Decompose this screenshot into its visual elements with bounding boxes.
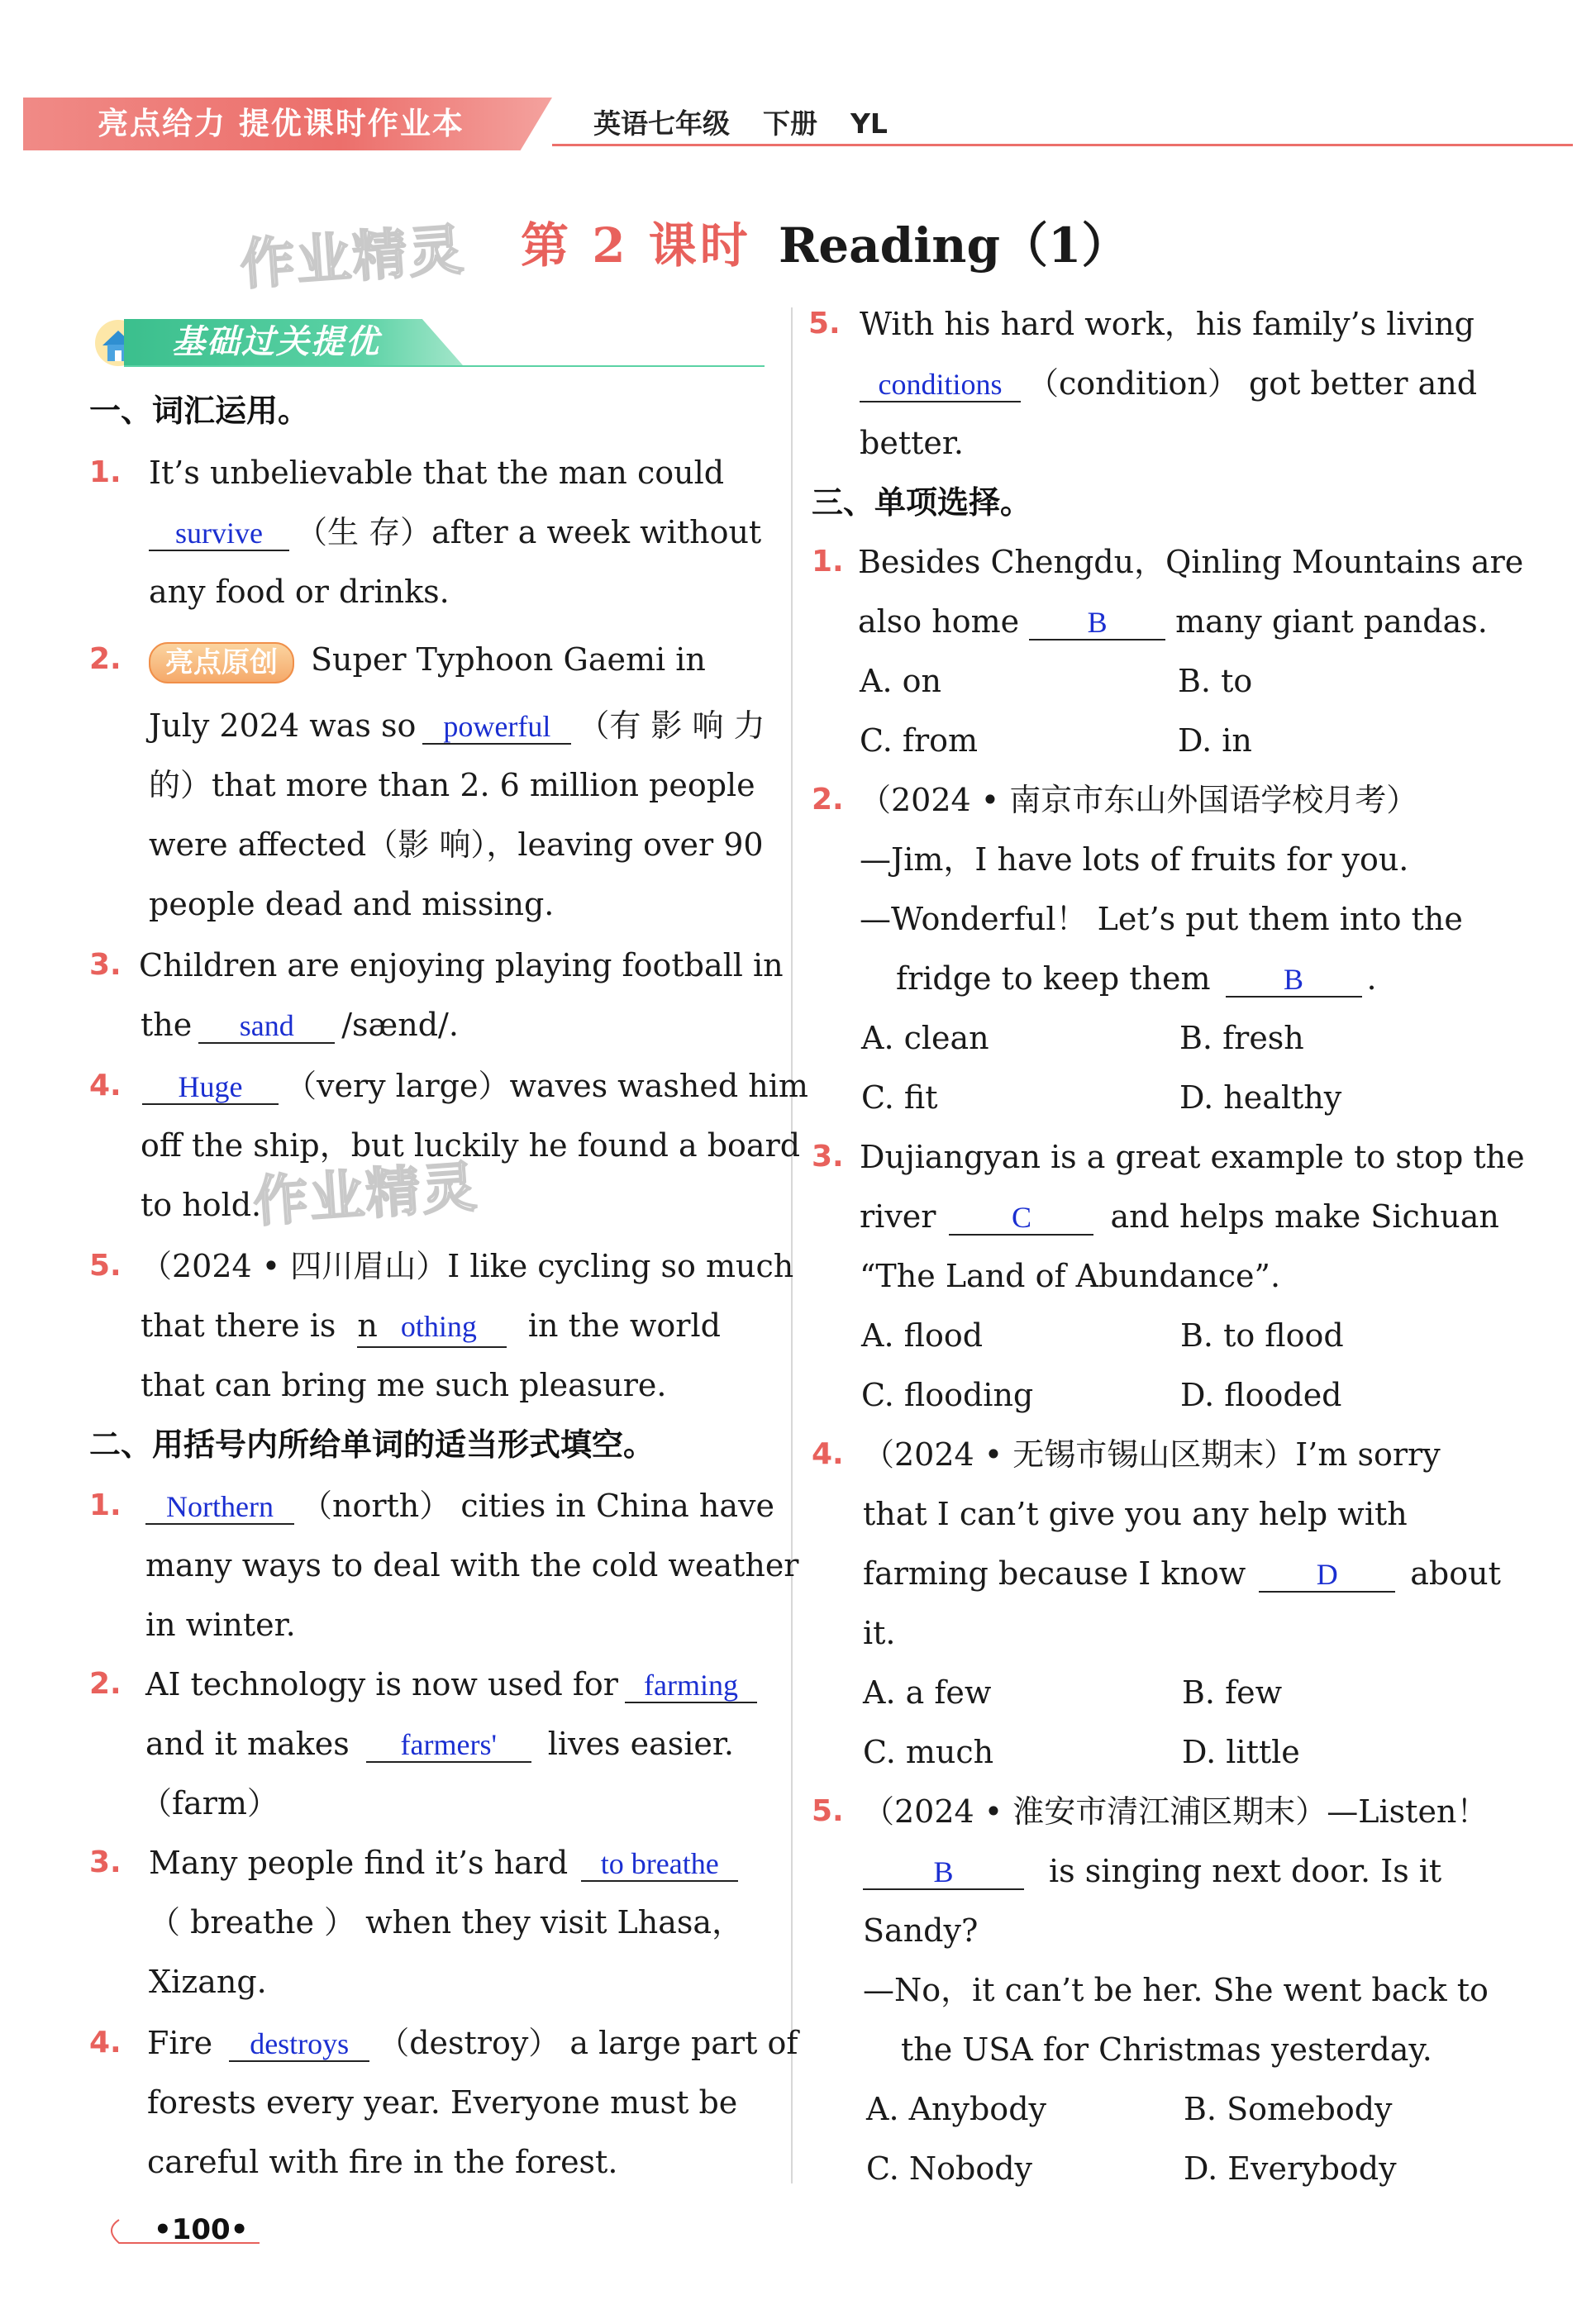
answer-blank: conditions — [860, 368, 1021, 402]
question-text: Northern （north） cities in China have — [139, 1485, 774, 1526]
option-a[interactable]: A. clean — [861, 1020, 989, 1056]
question-text: also home B many giant pandas. — [858, 603, 1488, 640]
option-c[interactable]: C. Nobody — [866, 2150, 1033, 2187]
section-heading: 二、用括号内所给单词的适当形式填空。 — [89, 1426, 655, 1463]
question-text: （2024 • 无锡市锡山区期末）I’m sorry — [863, 1436, 1441, 1473]
question-number: 1. — [89, 1488, 121, 1522]
question-text: （farm） — [141, 1785, 279, 1821]
watermark: 作业精灵 — [238, 217, 467, 298]
question-text: “The Land of Abundance”. — [860, 1258, 1281, 1294]
watermark: 作业精灵 — [251, 1155, 480, 1235]
question-number: 2. — [89, 1667, 121, 1701]
question-number: 5. — [808, 307, 841, 340]
lesson-title: Reading（1） — [779, 217, 1130, 274]
question-number: 3. — [89, 1845, 121, 1879]
question-text: the USA for Christmas yesterday. — [901, 2031, 1432, 2068]
option-a[interactable]: A. Anybody — [866, 2091, 1046, 2127]
series-title: 亮点给力 提优课时作业本 — [98, 106, 465, 141]
question-text: in winter. — [145, 1607, 296, 1643]
question-text: Huge （very large）waves washed him — [136, 1065, 808, 1107]
question-text: Fire destroys （destroy） a large part of — [147, 2025, 798, 2061]
question-text: forests every year. Everyone must be — [147, 2084, 738, 2121]
option-d[interactable]: D. flooded — [1180, 1377, 1342, 1413]
header-rule — [552, 144, 1573, 146]
question-text: to hold. — [141, 1187, 262, 1223]
header-info — [593, 102, 921, 145]
answer-blank: to breathe — [581, 1847, 738, 1882]
question-text: （2024 • 淮安市清江浦区期末）—Listen！ — [863, 1793, 1489, 1830]
option-b[interactable]: B. to — [1178, 663, 1253, 699]
question-number: 2. — [812, 783, 844, 817]
question-text: that I can’t give you any help with — [863, 1496, 1408, 1532]
page-number: •100• — [154, 2213, 249, 2246]
question-text: were affected（影 响），leaving over 90 — [149, 826, 764, 863]
option-d[interactable]: D. healthy — [1179, 1079, 1342, 1116]
question-text: Xizang. — [149, 1964, 267, 2000]
question-text: AI technology is now used for farming — [145, 1664, 764, 1705]
option-c[interactable]: C. flooding — [861, 1377, 1034, 1413]
section-heading: 一、词汇运用。 — [89, 393, 310, 429]
answer-blank: B — [1226, 963, 1362, 998]
option-b[interactable]: B. few — [1182, 1674, 1283, 1711]
question-text: Besides Chengdu，Qinling Mountains are — [858, 544, 1524, 580]
option-d[interactable]: D. in — [1178, 722, 1252, 759]
question-text: better. — [860, 425, 964, 461]
question-text: B is singing next door. Is it — [863, 1850, 1441, 1892]
section-heading: 三、单项选择。 — [812, 484, 1032, 521]
question-text: and it makes farmers' lives easier. — [145, 1726, 734, 1762]
question-text: Children are enjoying playing football in — [139, 947, 784, 983]
question-text: river C and helps make Sichuan — [860, 1198, 1499, 1235]
question-text: July 2024 was so powerful （有 影 响 力 — [149, 707, 765, 744]
answer-blank: othing — [400, 1310, 477, 1343]
original-badge: 亮点原创 — [149, 642, 294, 683]
question-text: With his hard work，his family’s living — [860, 306, 1475, 342]
answer-blank: B — [863, 1855, 1024, 1890]
answer-blank: sand — [198, 1009, 335, 1044]
answer-blank: C — [949, 1201, 1093, 1236]
option-b[interactable]: B. fresh — [1179, 1020, 1304, 1056]
answer-blank: Northern — [145, 1490, 294, 1525]
answer-blank: farmers' — [366, 1728, 531, 1763]
question-text: that there is n othing in the world — [141, 1305, 721, 1346]
question-number: 2. — [89, 642, 121, 676]
question-number: 4. — [89, 2026, 121, 2059]
question-text: （2024 • 南京市东山外国语学校月考） — [860, 782, 1418, 818]
volume-label: 下册 — [763, 107, 817, 140]
question-text: the sand /sænd/. — [141, 1007, 459, 1043]
question-number: 3. — [89, 948, 121, 982]
question-number: 1. — [812, 545, 844, 579]
question-text: careful with fire in the forest. — [147, 2144, 618, 2180]
question-text: —Jim，I have lots of fruits for you. — [860, 841, 1409, 878]
question-text: it. — [863, 1615, 896, 1651]
answer-blank: destroys — [229, 2027, 369, 2062]
question-text: Sandy? — [863, 1912, 979, 1949]
answer-blank: farming — [625, 1669, 757, 1703]
answer-blank: powerful — [422, 710, 571, 745]
question-number: 5. — [89, 1249, 121, 1283]
question-number: 4. — [89, 1069, 121, 1102]
question-text: （ breathe ） when they visit Lhasa， — [149, 1904, 744, 1940]
question-text: people dead and missing. — [149, 886, 555, 922]
option-d[interactable]: D. little — [1182, 1734, 1300, 1770]
option-a[interactable]: A. flood — [861, 1317, 984, 1354]
question-text: conditions （condition） got better and — [860, 363, 1477, 404]
question-text: —Wonderful！ Let’s put them into the — [860, 901, 1463, 937]
question-text: 亮点原创 Super Typhoon Gaemi in — [149, 639, 706, 680]
question-number: 3. — [812, 1140, 844, 1174]
question-text: that can bring me such pleasure. — [141, 1367, 667, 1403]
option-d[interactable]: D. Everybody — [1184, 2150, 1397, 2187]
question-text: —No，it can’t be her. She went back to — [863, 1972, 1489, 2008]
question-text: Many people find it’s hard to breathe — [149, 1842, 745, 1883]
question-text: It’s unbelievable that the man could — [149, 455, 725, 491]
question-number: 4. — [812, 1437, 844, 1471]
answer-blank: survive — [149, 517, 289, 551]
option-a[interactable]: A. on — [860, 663, 941, 699]
section-banner-text: 基础过关提优 — [172, 323, 380, 361]
question-text: 的）that more than 2. 6 million people — [149, 767, 755, 803]
question-number: 1. — [89, 455, 121, 489]
question-text: off the ship，but luckily he found a board — [141, 1127, 801, 1164]
question-text: （2024 • 四川眉山）I like cycling so much — [141, 1248, 794, 1284]
option-c[interactable]: C. fit — [861, 1079, 938, 1116]
question-text: farming because I know D about — [863, 1555, 1501, 1592]
question-text: survive （生 存）after a week without — [142, 512, 761, 553]
question-text: many ways to deal with the cold weather — [145, 1547, 799, 1583]
answer-blank: B — [1029, 606, 1165, 640]
option-c[interactable]: C. much — [863, 1734, 994, 1770]
banner-rule — [124, 365, 765, 367]
option-a[interactable]: A. a few — [863, 1674, 992, 1711]
edition-label: YL — [850, 107, 888, 140]
subject-label: 英语七年级 — [593, 107, 730, 140]
option-b[interactable]: B. to flood — [1180, 1317, 1344, 1354]
question-number: 5. — [812, 1794, 844, 1828]
question-text: fridge to keep them B . — [896, 960, 1377, 997]
question-text: Dujiangyan is a great example to stop the — [860, 1139, 1525, 1175]
lesson-number: 第 2 课时 — [521, 217, 751, 274]
answer-blank: D — [1259, 1558, 1395, 1593]
question-text: any food or drinks. — [149, 574, 450, 610]
option-c[interactable]: C. from — [860, 722, 979, 759]
answer-blank: Huge — [142, 1070, 279, 1105]
option-b[interactable]: B. Somebody — [1184, 2091, 1393, 2127]
